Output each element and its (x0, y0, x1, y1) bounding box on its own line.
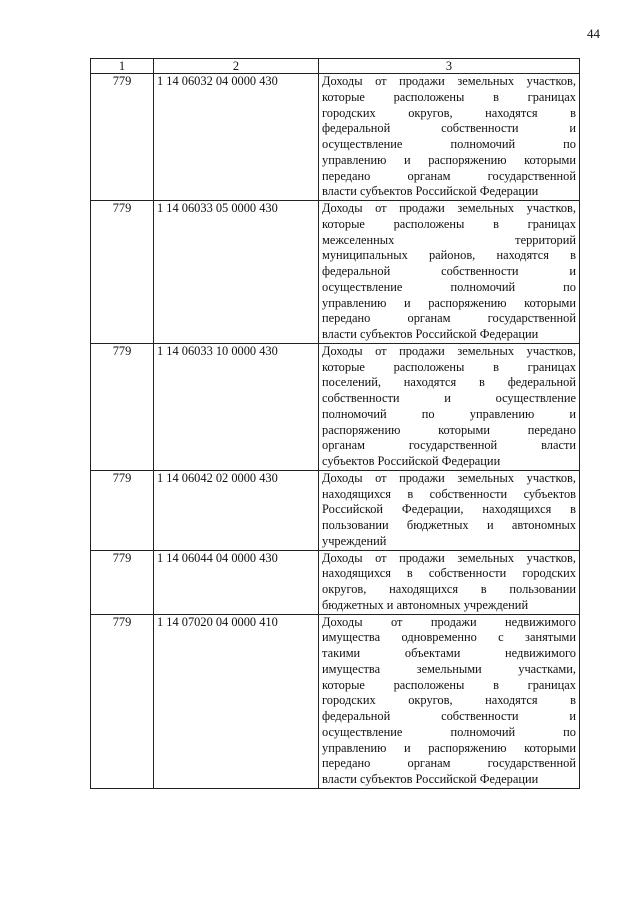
revenue-name-line: муниципальных районов, находятся в (322, 248, 576, 263)
table-row (91, 550, 580, 614)
revenue-name-line: осуществление полномочий по (322, 137, 576, 151)
revenue-name-line: городских округов, находятся в (322, 105, 576, 120)
revenue-name-line: Доходы от продажи недвижимого (322, 614, 576, 629)
revenue-name-line: федеральной собственности и (322, 121, 576, 136)
revenue-name-line: управлению и распоряжению которыми (322, 295, 576, 310)
revenue-name-cell (319, 343, 580, 470)
table-body (91, 74, 580, 789)
revenue-name-line: власти субъектов Российской Федерации (322, 327, 539, 341)
page-number: 44 (587, 26, 600, 41)
revenue-name-cell (319, 470, 580, 550)
revenue-name-line: Доходы от продажи земельных участков, (322, 74, 576, 88)
table-header-row (91, 59, 580, 74)
revenue-name-line: власти субъектов Российской Федерации (322, 772, 539, 786)
revenue-name-line: межселенных территорий (322, 232, 576, 247)
budget-code-cell: 1 14 06032 04 0000 430 (154, 74, 319, 201)
revenue-name-line: находящихся в собственности субъектов (322, 486, 576, 501)
revenue-name-line: Доходы от продажи земельных участков, (322, 201, 576, 215)
table-row (91, 470, 580, 550)
budget-code-cell: 1 14 06033 05 0000 430 (154, 201, 319, 344)
revenue-name-line: федеральной собственности и (322, 264, 576, 278)
revenue-name-line: собственности и осуществление (322, 391, 576, 405)
admin-code-cell: 779 (91, 343, 154, 470)
revenue-name-cell (319, 614, 580, 788)
budget-code-cell: 1 14 06044 04 0000 430 (154, 550, 319, 614)
revenue-name-line: распоряжению которыми передано (322, 422, 576, 437)
revenue-name-cell (319, 550, 580, 614)
revenue-name-line: осуществление полномочий по (322, 724, 576, 739)
revenue-name-line: управлению и распоряжению которыми (322, 740, 576, 755)
budget-code-cell: 1 14 06042 02 0000 430 (154, 470, 319, 550)
revenue-name-line: имущества одновременно с занятыми (322, 630, 576, 645)
table-row (91, 201, 580, 344)
revenue-name-line: федеральной собственности и (322, 709, 576, 723)
revenue-name-line: передано органам государственной (322, 311, 576, 326)
column-header-1: 1 (91, 59, 154, 74)
revenue-name-line: передано органам государственной (322, 168, 576, 183)
table-row (91, 343, 580, 470)
revenue-name-cell (319, 74, 580, 201)
column-header-2: 2 (154, 59, 319, 74)
revenue-name-line: бюджетных и автономных учреждений (322, 597, 529, 612)
revenue-name-line: пользовании бюджетных и автономных (322, 518, 576, 532)
budget-code-cell: 1 14 07020 04 0000 410 (154, 614, 319, 788)
revenue-name-line: управлению и распоряжению которыми (322, 152, 576, 167)
table-row (91, 74, 580, 201)
revenue-name-line: органам государственной власти (322, 438, 576, 453)
revenue-name-line: округов, находящихся в пользовании (322, 582, 576, 596)
revenue-name-line: такими объектами недвижимого (322, 646, 576, 660)
revenue-name-line: субъектов Российской Федерации (322, 454, 501, 468)
admin-code-cell: 779 (91, 614, 154, 788)
revenue-name-line: полномочий по управлению и (322, 406, 576, 421)
revenue-name-line: Доходы от продажи земельных участков, (322, 550, 576, 565)
admin-code-cell: 779 (91, 550, 154, 614)
revenue-name-line: Доходы от продажи земельных участков, (322, 343, 576, 358)
revenue-name-line: Доходы от продажи земельных участков, (322, 470, 576, 485)
revenue-name-line: поселений, находятся в федеральной (322, 375, 576, 390)
revenue-name-line: власти субъектов Российской Федерации (322, 184, 539, 199)
admin-code-cell: 779 (91, 74, 154, 201)
revenue-name-line: находящихся в собственности городских (322, 566, 576, 581)
revenue-name-line: передано органам государственной (322, 756, 576, 771)
revenue-name-line: осуществление полномочий по (322, 279, 576, 294)
revenue-name-line: которые расположены в границах (322, 89, 576, 104)
revenue-codes-table (90, 58, 580, 789)
revenue-name-cell (319, 201, 580, 344)
revenue-name-line: Российской Федерации, находящихся в (322, 502, 576, 517)
revenue-name-line: которые расположены в границах (322, 677, 576, 692)
revenue-name-line: которые расположены в границах (322, 359, 576, 374)
revenue-name-line: имущества земельными участками, (322, 661, 576, 676)
admin-code-cell: 779 (91, 201, 154, 344)
revenue-name-line: учреждений (322, 533, 387, 548)
budget-code-cell: 1 14 06033 10 0000 430 (154, 343, 319, 470)
revenue-name-line: которые расположены в границах (322, 216, 576, 231)
revenue-name-line: городских округов, находятся в (322, 693, 576, 708)
table-row (91, 614, 580, 788)
admin-code-cell: 779 (91, 470, 154, 550)
column-header-3: 3 (319, 59, 580, 74)
